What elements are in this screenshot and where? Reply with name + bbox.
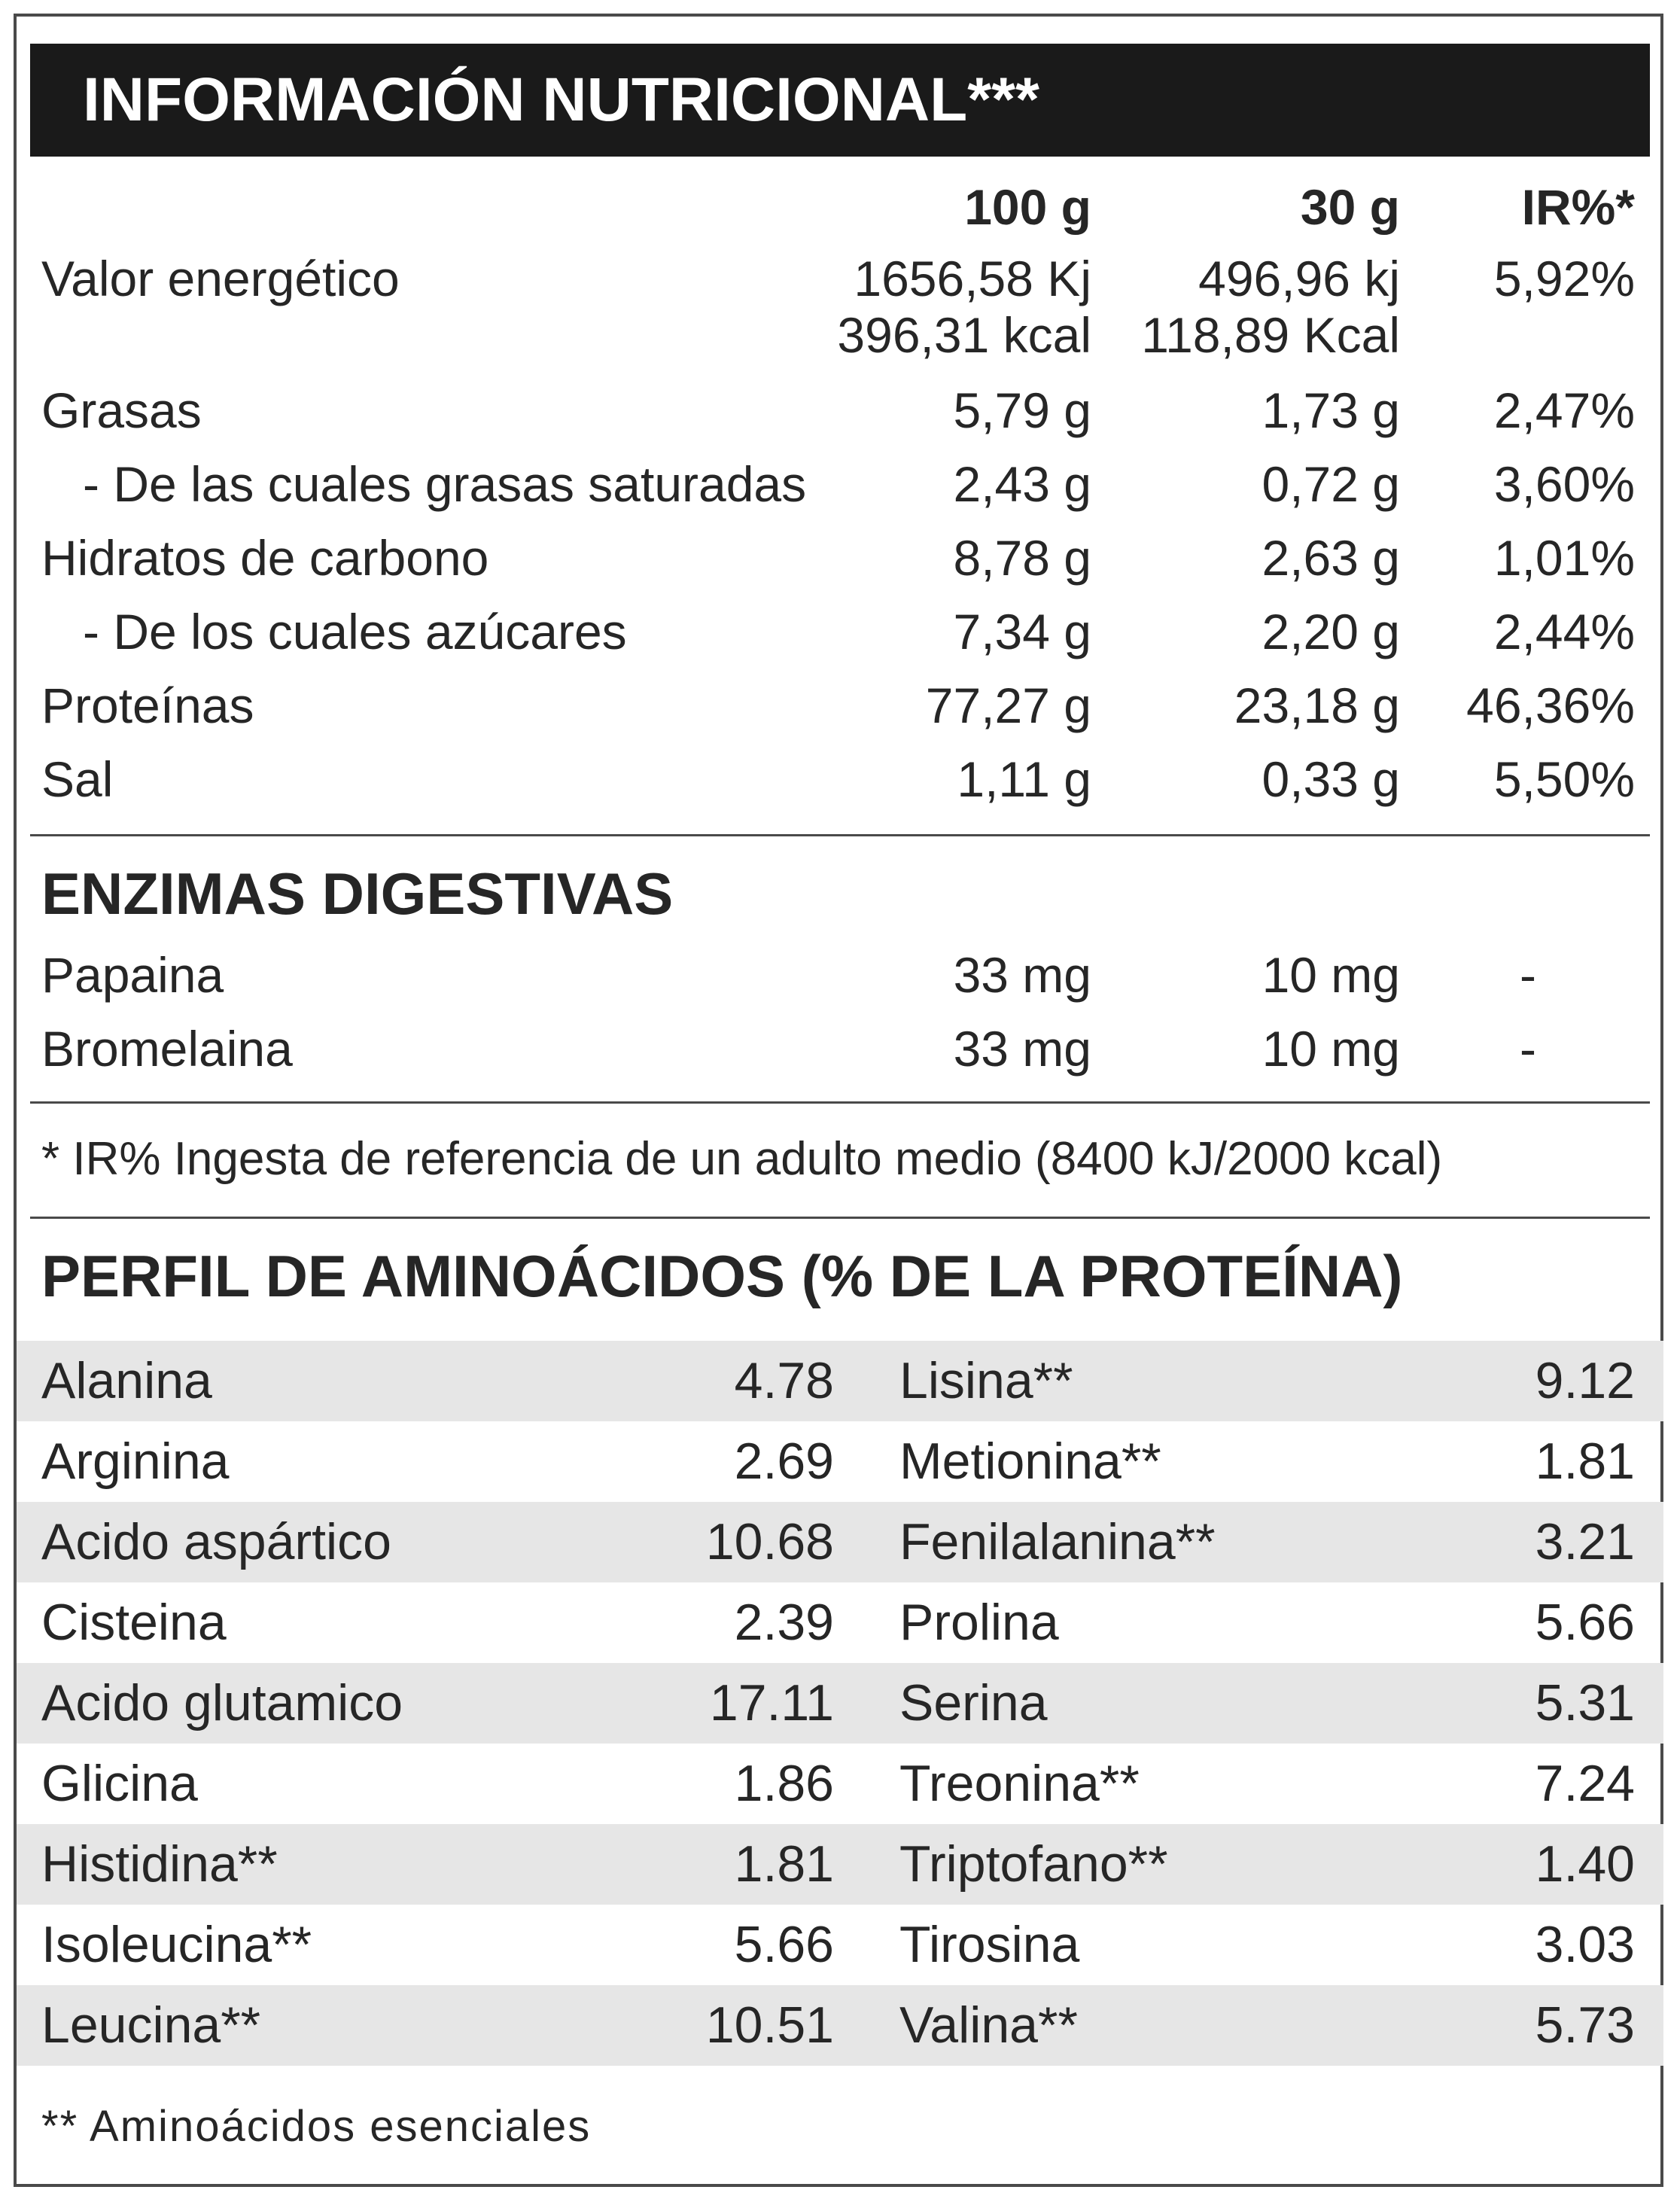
amino-left-value: 1.86 [734,1755,834,1812]
amino-right-name: Serina [899,1674,1048,1731]
amino-right-value: 3.03 [1535,1916,1635,1973]
nutrition-value-ir: 46,36% [1466,678,1635,733]
nutrition-label: Proteínas [41,678,254,733]
nutrition-label: Sal [41,751,114,807]
enzyme-value-ir: - [1520,1021,1536,1077]
nutrition-label: Valor energético [41,251,400,306]
nutrition-value-100g: 396,31 kcal [837,307,1091,363]
nutrition-value-100g: 77,27 g [925,678,1091,733]
amino-right-name: Fenilalanina** [899,1513,1216,1570]
nutrition-value-ir: 2,47% [1493,382,1635,438]
enzyme-value-ir: - [1520,947,1536,1003]
amino-row [17,1744,1663,1824]
amino-right-value: 5.73 [1535,1996,1635,2054]
nutrition-value-100g: 5,79 g [953,382,1091,438]
nutrition-value-100g: 2,43 g [953,456,1091,512]
amino-left-name: Alanina [41,1352,212,1409]
amino-row [17,1905,1663,1985]
amino-right-name: Tirosina [899,1916,1080,1973]
enzyme-value-30g: 10 mg [1262,1021,1400,1077]
amino-row [17,1985,1663,2066]
amino-right-value: 1.40 [1535,1835,1635,1893]
nutrition-value-30g: 118,89 Kcal [1141,307,1400,363]
essential-footnote: ** Aminoácidos esenciales [41,2102,592,2151]
nutrition-value-ir: 5,50% [1493,751,1635,807]
nutrition-value-30g: 496,96 kj [1198,251,1400,306]
page-title: INFORMACIÓN NUTRICIONAL*** [83,65,1039,134]
nutrition-value-ir: 5,92% [1493,251,1635,306]
nutrition-value-ir: 2,44% [1493,604,1635,659]
nutrition-label: - De los cuales azúcares [83,604,627,659]
amino-left-value: 4.78 [734,1352,834,1409]
amino-left-name: Leucina** [41,1996,261,2054]
nutrition-value-30g: 23,18 g [1234,678,1400,733]
amino-right-name: Lisina** [899,1352,1073,1409]
amino-left-value: 2.39 [734,1594,834,1651]
amino-left-name: Cisteina [41,1594,227,1651]
amino-right-name: Treonina** [899,1755,1140,1812]
ir-footnote: * IR% Ingesta de referencia de un adulto medio (8400 kJ/2000 kcal) [41,1133,1443,1185]
amino-left-value: 10.68 [705,1513,834,1570]
enzyme-value-100g: 33 mg [953,947,1091,1003]
divider [30,834,1650,836]
amino-left-name: Histidina** [41,1835,278,1893]
amino-row [17,1502,1663,1582]
amino-right-value: 3.21 [1535,1513,1635,1570]
amino-right-name: Triptofano** [899,1835,1168,1893]
amino-right-value: 5.66 [1535,1594,1635,1651]
enzyme-label: Papaina [41,947,224,1003]
nutrition-label: - De las cuales grasas saturadas [83,456,807,512]
column-header-100g: 100 g [964,179,1091,235]
column-header-ir: IR%* [1521,179,1635,235]
amino-left-name: Glicina [41,1755,198,1812]
nutrition-value-100g: 1,11 g [957,751,1091,807]
nutrition-value-ir: 1,01% [1493,530,1635,586]
nutrition-value-30g: 0,72 g [1262,456,1400,512]
amino-left-value: 5.66 [734,1916,834,1973]
amino-row [17,1582,1663,1663]
nutrition-value-100g: 1656,58 Kj [854,251,1091,306]
amino-left-value: 17.11 [709,1674,834,1731]
nutrition-value-30g: 0,33 g [1262,751,1400,807]
amino-row [17,1421,1663,1502]
amino-row [17,1341,1663,1421]
amino-row [17,1663,1663,1744]
amino-left-name: Acido aspártico [41,1513,391,1570]
amino-right-value: 1.81 [1535,1433,1635,1490]
nutrition-value-100g: 8,78 g [953,530,1091,586]
column-header-30g: 30 g [1300,179,1400,235]
amino-right-value: 7.24 [1535,1755,1635,1812]
amino-left-value: 10.51 [705,1996,834,2054]
amino-right-name: Valina** [899,1996,1078,2054]
amino-left-name: Arginina [41,1433,230,1490]
amino-left-value: 1.81 [734,1835,834,1893]
amino-left-name: Acido glutamico [41,1674,403,1731]
divider [30,1217,1650,1219]
enzyme-label: Bromelaina [41,1021,293,1077]
amino-right-name: Metionina** [899,1433,1161,1490]
nutrition-value-30g: 2,20 g [1262,604,1400,659]
nutrition-value-30g: 2,63 g [1262,530,1400,586]
amino-row [17,1824,1663,1905]
amino-right-name: Prolina [899,1594,1059,1651]
amino-left-name: Isoleucina** [41,1916,312,1973]
enzyme-value-100g: 33 mg [953,1021,1091,1077]
divider [30,1101,1650,1104]
amino-left-value: 2.69 [734,1433,834,1490]
enzymes-heading: ENZIMAS DIGESTIVAS [41,860,674,927]
nutrition-value-30g: 1,73 g [1262,382,1400,438]
enzyme-value-30g: 10 mg [1262,947,1400,1003]
nutrition-value-ir: 3,60% [1493,456,1635,512]
amino-heading: PERFIL DE AMINOÁCIDOS (% DE LA PROTEÍNA) [41,1243,1403,1309]
nutrition-label: Grasas [41,382,202,438]
nutrition-label: Hidratos de carbono [41,530,489,586]
amino-right-value: 5.31 [1535,1674,1635,1731]
amino-right-value: 9.12 [1535,1352,1635,1409]
nutrition-value-100g: 7,34 g [953,604,1091,659]
